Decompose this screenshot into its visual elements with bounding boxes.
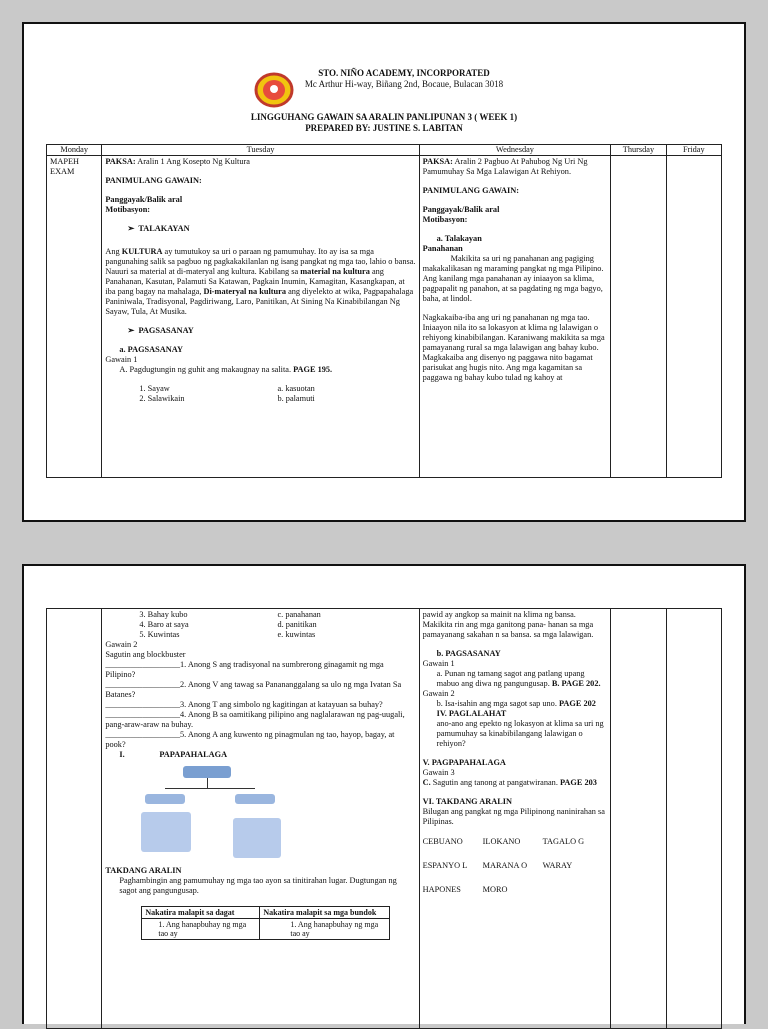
arrow-bullet-icon: ➢: [127, 224, 135, 233]
word-choice: WARAY: [542, 861, 573, 870]
wednesday-cell: PAKSA: Aralin 2 Pagbuo At Pahubog Ng Uri Ng Pamumuhay Sa Mga Lalawigan At Rehiyon. PANIMULANG GAWAIN: Panggayak/Balik aral Motibasyon: a. Talakayan Panahanan Makikita sa uri ng panahanan ang pagiging makakalikasan ng maraming pangkat ng mga Pilipino. Ang kanilang mga panahanan ay iniaayon sa klima, pagpapalit ng panahon, at sa pagdating ng mga bagyo, baha, at lindol. Nagkakaiba-iba ang uri ng panahanan ng mga tao. Iniaayon nila ito sa lokasyon at klima ng lalawigan o rehiyong kinabibilangan. Karaniwang makikita sa mga pamayanang rural sa mga lalawigan ang bahay kubo. Magkakaiba ang disenyo ng paggawa nito bagamat parisukat ang hugis nito. Ang mga kagamitan sa paggawa ng bahay kubo tulad ng kahoy at: [419, 156, 611, 478]
col-tuesday: Tuesday: [102, 145, 419, 156]
word-choice: MORO: [482, 885, 508, 894]
col-monday: Monday: [47, 145, 102, 156]
word-choices: [423, 837, 608, 895]
col-friday: Friday: [666, 145, 721, 156]
col-thursday: Thursday: [611, 145, 666, 156]
tuesday-cell: 3. Bahay kubo c. panahanan 4. Baro at saya d. panitikan 5. Kuwintas e. kuwintas Gawain 2 Sagutin ang blockbuster __________________1. Anong S ang tradisyonal na sumbrerong ginagamit ng mga Pilipino? __________________2. Anong V ang tawag sa Panananggalang sa ulo ng mga Ivatan Sa Batanes? __________________3. Anong T ang simbolo ng kagitingan at katayuan sa buhay? __________________4. Anong B sa oamitikang pilipino ang naglalarawan ng pag-uugali, pang-araw-araw na buhay. __________________5. Anong A ang kuwento ng pinagmulan ng tao, hayop, bagay, at pook? I. PAPAPAHALAGA TAKDANG ARALIN Paghambingin ang pamumuhay ng mga tao ayon sa tinitirahan lugar. Dugtungan ng sagot ang pangungusap. Nakatira malapit sa dagat Nakatira malapit sa mga bundok 1. Ang hanapbuhay ng mga tao ay 1. Ang hanapbuhay ng mga tao ay: [102, 609, 419, 1029]
map-root-box: [183, 766, 231, 778]
map-right-box: [235, 794, 275, 804]
friday-cell: [666, 609, 721, 1029]
friday-cell: [666, 156, 721, 478]
thursday-cell: [611, 609, 666, 1029]
school-address: Mc Arthur Hi-way, Biñang 2nd, Bocaue, Bulacan 3018: [304, 79, 504, 89]
map-left-detail: [141, 812, 191, 852]
monday-cell: MAPEH EXAM: [47, 156, 102, 478]
page-two: [22, 564, 746, 1024]
map-left-box: [145, 794, 185, 804]
lesson-plan-table-cont: [46, 608, 722, 1029]
prepared-by: PREPARED BY: JUSTINE S. LABITAN: [305, 123, 463, 133]
word-choice: TAGALO G: [542, 837, 585, 846]
word-choice: ILOKANO: [482, 837, 521, 846]
monday-cell: [47, 609, 102, 1029]
concept-map-diagram: [135, 766, 415, 862]
lesson-plan-table: [46, 144, 722, 478]
doc-title: LINGGUHANG GAWAIN SA ARALIN PANLIPUNAN 3 ( WEEK 1): [250, 112, 518, 122]
wednesday-cell: pawid ay angkop sa mainit na klima ng bansa. Makikita rin ang mga ganitong pana- hanan sa mga pamayanang sakahan n sa bansa. sa mga lalawigan. b. PAGSASANAY Gawain 1 a. Punan ng tamang sagot ang patlang upang mabuo ang diwa ng pangungusap. B. PAGE 202. Gawain 2 b. Isa-isahin ang mga sagot sap uno. PAGE 202 IV. PAGLALAHAT ano-ano ang epekto ng lokasyon at klima sa uri ng pamumuhay sa kinabibilangang lalawigan o rehiyon? V. PAGPAPAHALAGA Gawain 3 C. Sagutin ang tanong at pangatwiranan. PAGE 203 VI. TAKDANG ARALIN Bilugan ang pangkat ng mga Pilipinong naninirahan sa Pilipinas. CEBUANO ILOKANO TAGALO G ESPANYO L MARANA O WARAY HAPONES MORO: [419, 609, 611, 1029]
comparison-table: Nakatira malapit sa dagat Nakatira malapit sa mga bundok 1. Ang hanapbuhay ng mga tao ay 1. Ang hanapbuhay ng mga tao ay: [141, 906, 390, 940]
tuesday-cell: PAKSA: Aralin 1 Ang Kosepto Ng Kultura PANIMULANG GAWAIN: Panggayak/Balik aral Motibasyon: ➢ TALAKAYAN Ang KULTURA ay tumutukoy sa uri o paraan ng pamumuhay. Ito ay isa sa mga pangunahing salik sa pagbuo ng pagkakakilanlan ng isang pangkat ng mga tao, lahio o bansa. Nauuri sa material at di-materyal ang kultura. Kabilang sa material na kultura ang Panahanan, Kasutan, Palamuti Sa Katawan, Pagkain Inumin, Kamagitan, Kasangkapan, at iba pang bagay na mahalaga, Di-materyal na kultura ang diyelekto at wika, Pagpapahalaga Paniniwala, Tradisyonal, Pagdiriwang, Laro, Panitikan, At Sining Na Kinabibilangan Ng Sayaw, Tula, At Musika. ➢ PAGSASANAY a. PAGSASANAY Gawain 1 A. Pagdugtungin ng guhit ang makaugnay na salita. PAGE 195. 1. Sayaw a. kasuotan 2. Salawikain b. palamuti: [102, 156, 419, 478]
col-wednesday: Wednesday: [419, 145, 611, 156]
word-choice: MARANA O: [482, 861, 528, 870]
map-right-detail: [233, 818, 281, 858]
word-choice: HAPONES: [422, 885, 461, 894]
school-seal-icon: [254, 72, 294, 108]
page-one: [22, 22, 746, 522]
word-choice: ESPANYO L: [422, 861, 468, 870]
arrow-bullet-icon: ➢: [127, 326, 135, 335]
thursday-cell: [611, 156, 666, 478]
school-name: STO. NIÑO ACADEMY, INCORPORATED: [318, 68, 490, 78]
day-header-row: [47, 145, 722, 156]
word-choice: CEBUANO: [422, 837, 463, 846]
